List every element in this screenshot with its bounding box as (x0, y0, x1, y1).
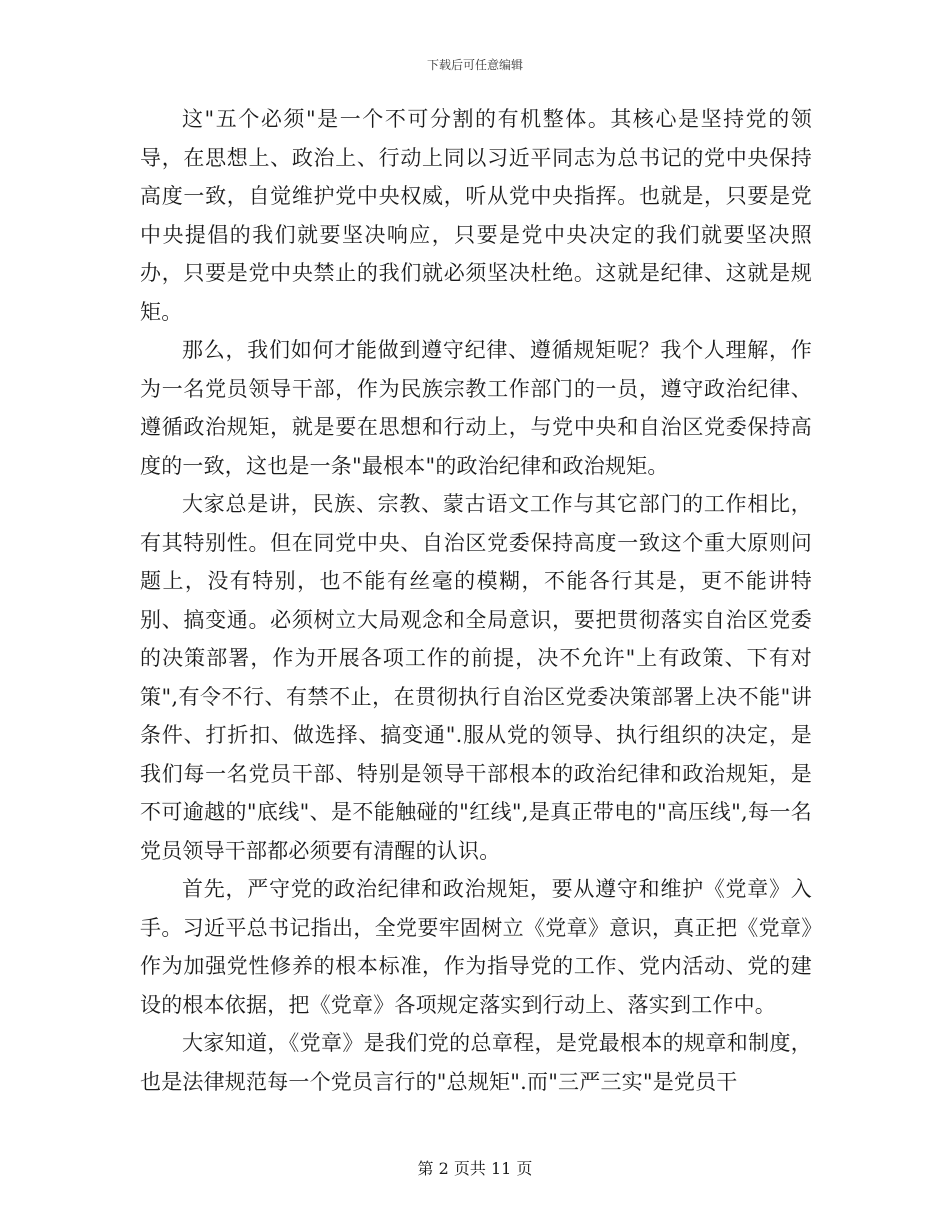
paragraph-4: 首先，严守党的政治纪律和政治规矩，要从遵守和维护《党章》入手。习近平总书记指出，全党要牢固树立《党章》意识，真正把《党章》作为加强党性修养的根本标准，作为指导党的工作、党内活动、党的建设的根本依据，把《党章》各项规定落实到行动上、落实到工作中。 (140, 877, 812, 1017)
header-note: 下载后可任意编辑 (426, 58, 523, 72)
paragraph-5: 大家知道，《党章》是我们党的总章程，是党最根本的规章和制度，也是法律规范每一个党员言行的"总规矩".而"三严三实"是党员干 (140, 1031, 812, 1094)
paragraph-2: 那么，我们如何才能做到遵守纪律、遵循规矩呢？我个人理解，作为一名党员领导干部，作为民族宗教工作部门的一员，遵守政治纪律、遵循政治规矩，就是要在思想和行动上，与党中央和自治区党委保持高度的一致，这也是一条"最根本"的政治纪律和政治规矩。 (140, 338, 812, 478)
page-indicator: 第 2 页共 11 页 (417, 1159, 533, 1178)
paragraph-1: 这"五个必须"是一个不可分割的有机整体。其核心是坚持党的领导，在思想上、政治上、行动上同以习近平同志为总书记的党中央保持高度一致，自觉维护党中央权威，听从党中央指挥。也就是，只要是党中央提倡的我们就要坚决响应，只要是党中央决定的我们就要坚决照办，只要是党中央禁止的我们就必须坚决杜绝。这就是纪律、这就是规矩。 (140, 107, 812, 324)
document-body (140, 100, 812, 1101)
paragraph-3: 大家总是讲，民族、宗教、蒙古语文工作与其它部门的工作相比，有其特别性。但在同党中央、自治区党委保持高度一致这个重大原则问题上，没有特别，也不能有丝毫的模糊，不能各行其是，更不能讲特别、搞变通。必须树立大局观念和全局意识，要把贯彻落实自治区党委的决策部署，作为开展各项工作的前提，决不允许"上有政策、下有对策",有令不行、有禁不止，在贯彻执行自治区党委决策部署上决不能"讲条件、打折扣、做选择、搞变通".服从党的领导、执行组织的决定，是我们每一名党员干部、特别是领导干部根本的政治纪律和政治规矩，是不可逾越的"底线"、是不能触碰的"红线",是真正带电的"高压线",每一名党员领导干部都必须要有清醒的认识。 (140, 492, 812, 863)
